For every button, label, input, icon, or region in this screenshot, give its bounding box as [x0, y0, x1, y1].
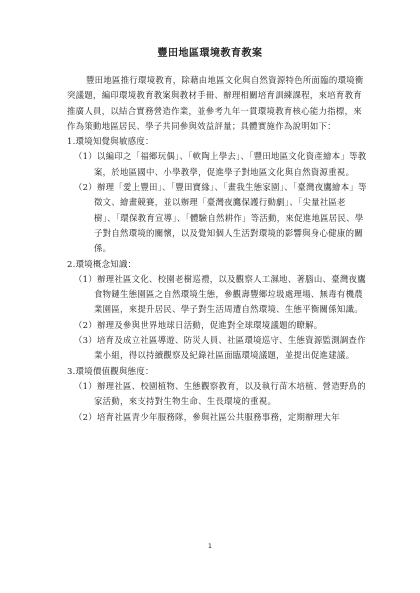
intro-paragraph: 豐田地區推行環境教育，除藉由地區文化與自然資源特色所面臨的環境衝突議題，編印環境教育教案與教材手冊、辦理相關培育訓練課程，來培育教育推廣人員，以結合實務營造作業，並參考九年一貫環境教育核心能力指標，來作為策動地區居民、學子共同參與效益評量；具體實施作為說明如下：: [67, 75, 364, 131]
list-item: （1）辦理社區文化、校園老樹巡禮，以及觀察人工濕地、著腦山、臺灣夜鷹食物鏈生態園區之自然環境生態，參觀壽豐鄉垃圾處理場、無毒有機農業園區，來提升居民、學子對生活周遭自然環境、生態平衡關係知識。: [74, 273, 366, 315]
list-item: （2）辦理「愛上豐田」、「豐田寶緣」、「畫我生態家園」、「臺灣夜鷹繪本」等徵文、繪畫競賽，並以辦理「臺灣夜鷹保護行動劇」、「尖量社區老樹」、「環保教育宣導」、「體驗自然耕作」等活動，來促進地區居民、學子對自然環境的關懷，以及覺知個人生活對環境的影響與身心健康的關係。: [74, 182, 367, 254]
list-item: （2）培育社區青少年服務隊，參與社區公共服務事務，定期辦理大年: [74, 411, 340, 422]
document-title: 豐田地區環境教育教案: [157, 48, 263, 59]
section-heading: 1.環境知覺與敏感度：: [67, 136, 154, 147]
list-item: （1）辦理社區、校園植物、生態觀察教育，以及執行苗木培植、營造野鳥的家活動，來支持對生物生命、生長環境的重視。: [74, 380, 366, 407]
section-heading: 3.環境價值觀與態度：: [67, 365, 154, 376]
list-item: （2）辦理及參與世界地球日活動，促進對全球環境議題的瞭解。: [74, 319, 323, 330]
section-heading: 2.環境概念知識：: [67, 258, 137, 269]
list-item: （3）培育及成立社區導遊、防災人員、社區環境巡守、生態資源監測調查作業小組，得以持續觀察及紀錄社區面臨環境議題，並提出促進建議。: [74, 335, 366, 361]
list-item: （1）以編印之「福鄉玩偶」、「軟陶上學去」、「豐田地區文化資產繪本」等教案，於地區國中、小學教學，促進學子對地區文化與自然資源重視。: [74, 151, 367, 177]
document-body: [67, 73, 367, 425]
page-number: 1: [207, 542, 213, 550]
